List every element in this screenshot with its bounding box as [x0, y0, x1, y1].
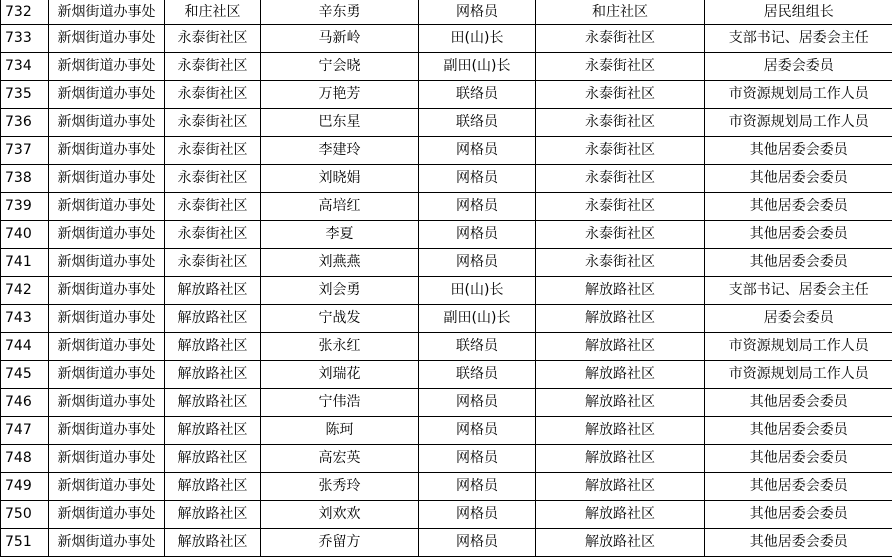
role-cell[interactable]: 联络员	[419, 109, 536, 137]
role-cell[interactable]: 网格员	[419, 0, 536, 25]
grid-area-cell[interactable]: 解放路社区	[536, 473, 705, 501]
role-cell[interactable]: 网格员	[419, 165, 536, 193]
role-cell[interactable]: 网格员	[419, 417, 536, 445]
table-row	[1, 333, 892, 361]
subdistrict-office-cell[interactable]: 新烟街道办事处	[49, 193, 165, 221]
community-cell[interactable]: 解放路社区	[165, 445, 261, 473]
table-row	[1, 193, 892, 221]
position-cell[interactable]: 支部书记、居委会主任	[705, 277, 892, 305]
role-cell[interactable]: 副田(山)长	[419, 53, 536, 81]
person-name-cell[interactable]: 高培红	[261, 193, 419, 221]
row-number-cell[interactable]: 749	[1, 473, 49, 501]
community-cell[interactable]: 永泰街社区	[165, 53, 261, 81]
community-cell[interactable]: 永泰街社区	[165, 25, 261, 53]
grid-area-cell[interactable]: 永泰街社区	[536, 25, 705, 53]
grid-area-cell[interactable]: 解放路社区	[536, 417, 705, 445]
grid-area-cell[interactable]: 解放路社区	[536, 501, 705, 529]
community-cell[interactable]: 和庄社区	[165, 0, 261, 25]
row-number-cell[interactable]: 741	[1, 249, 49, 277]
row-number-cell[interactable]: 742	[1, 277, 49, 305]
community-cell[interactable]: 解放路社区	[165, 305, 261, 333]
person-name-cell[interactable]: 刘晓娟	[261, 165, 419, 193]
role-cell[interactable]: 网格员	[419, 221, 536, 249]
role-cell[interactable]: 田(山)长	[419, 277, 536, 305]
position-cell[interactable]: 其他居委会委员	[705, 445, 892, 473]
role-cell[interactable]: 副田(山)长	[419, 305, 536, 333]
row-number-cell[interactable]: 746	[1, 389, 49, 417]
table-row	[1, 361, 892, 389]
table-row	[1, 221, 892, 249]
position-cell[interactable]: 居民组组长	[705, 0, 892, 25]
grid-area-cell[interactable]: 解放路社区	[536, 361, 705, 389]
person-name-cell[interactable]: 马新岭	[261, 25, 419, 53]
person-name-cell[interactable]: 宁会晓	[261, 53, 419, 81]
grid-area-cell[interactable]: 永泰街社区	[536, 165, 705, 193]
table-row	[1, 389, 892, 417]
row-number-cell[interactable]: 733	[1, 25, 49, 53]
grid-area-cell[interactable]: 解放路社区	[536, 305, 705, 333]
subdistrict-office-cell[interactable]: 新烟街道办事处	[49, 333, 165, 361]
subdistrict-office-cell[interactable]: 新烟街道办事处	[49, 277, 165, 305]
subdistrict-office-cell[interactable]: 新烟街道办事处	[49, 445, 165, 473]
community-cell[interactable]: 永泰街社区	[165, 165, 261, 193]
subdistrict-office-cell[interactable]: 新烟街道办事处	[49, 221, 165, 249]
person-name-cell[interactable]: 刘瑞花	[261, 361, 419, 389]
row-number-cell[interactable]: 735	[1, 81, 49, 109]
person-name-cell[interactable]: 刘欢欢	[261, 501, 419, 529]
subdistrict-office-cell[interactable]: 新烟街道办事处	[49, 529, 165, 557]
row-number-cell[interactable]: 736	[1, 109, 49, 137]
position-cell[interactable]: 支部书记、居委会主任	[705, 25, 892, 53]
community-cell[interactable]: 永泰街社区	[165, 137, 261, 165]
subdistrict-office-cell[interactable]: 新烟街道办事处	[49, 361, 165, 389]
role-cell[interactable]: 网格员	[419, 529, 536, 557]
person-name-cell[interactable]: 陈珂	[261, 417, 419, 445]
grid-area-cell[interactable]: 永泰街社区	[536, 81, 705, 109]
table-row	[1, 25, 892, 53]
subdistrict-office-cell[interactable]: 新烟街道办事处	[49, 25, 165, 53]
position-cell[interactable]: 市资源规划局工作人员	[705, 361, 892, 389]
person-name-cell[interactable]: 李建玲	[261, 137, 419, 165]
person-name-cell[interactable]: 刘会勇	[261, 277, 419, 305]
person-name-cell[interactable]: 巴东星	[261, 109, 419, 137]
grid-area-cell[interactable]: 永泰街社区	[536, 109, 705, 137]
position-cell[interactable]: 其他居委会委员	[705, 473, 892, 501]
community-cell[interactable]: 解放路社区	[165, 389, 261, 417]
grid-area-cell[interactable]: 永泰街社区	[536, 53, 705, 81]
position-cell[interactable]: 其他居委会委员	[705, 529, 892, 557]
community-cell[interactable]: 解放路社区	[165, 501, 261, 529]
community-cell[interactable]: 解放路社区	[165, 333, 261, 361]
subdistrict-office-cell[interactable]: 新烟街道办事处	[49, 305, 165, 333]
row-number-cell[interactable]: 748	[1, 445, 49, 473]
role-cell[interactable]: 网格员	[419, 249, 536, 277]
subdistrict-office-cell[interactable]: 新烟街道办事处	[49, 137, 165, 165]
community-cell[interactable]: 解放路社区	[165, 361, 261, 389]
person-name-cell[interactable]: 宁伟浩	[261, 389, 419, 417]
grid-area-cell[interactable]: 解放路社区	[536, 445, 705, 473]
row-number-cell[interactable]: 750	[1, 501, 49, 529]
grid-area-cell[interactable]: 永泰街社区	[536, 249, 705, 277]
position-cell[interactable]: 市资源规划局工作人员	[705, 333, 892, 361]
grid-area-cell[interactable]: 解放路社区	[536, 333, 705, 361]
role-cell[interactable]: 网格员	[419, 193, 536, 221]
row-number-cell[interactable]: 743	[1, 305, 49, 333]
position-cell[interactable]: 其他居委会委员	[705, 389, 892, 417]
row-number-cell[interactable]: 738	[1, 165, 49, 193]
grid-area-cell[interactable]: 永泰街社区	[536, 193, 705, 221]
grid-area-cell[interactable]: 解放路社区	[536, 277, 705, 305]
person-name-cell[interactable]: 宁战发	[261, 305, 419, 333]
position-cell[interactable]: 其他居委会委员	[705, 193, 892, 221]
subdistrict-office-cell[interactable]: 新烟街道办事处	[49, 0, 165, 25]
table-row	[1, 165, 892, 193]
role-cell[interactable]: 联络员	[419, 361, 536, 389]
community-cell[interactable]: 永泰街社区	[165, 221, 261, 249]
community-cell[interactable]: 永泰街社区	[165, 109, 261, 137]
grid-area-cell[interactable]: 永泰街社区	[536, 137, 705, 165]
community-cell[interactable]: 解放路社区	[165, 529, 261, 557]
table-row	[1, 473, 892, 501]
grid-area-cell[interactable]: 和庄社区	[536, 0, 705, 25]
position-cell[interactable]: 其他居委会委员	[705, 501, 892, 529]
table-row	[1, 137, 892, 165]
row-number-cell[interactable]: 737	[1, 137, 49, 165]
role-cell[interactable]: 网格员	[419, 389, 536, 417]
position-cell[interactable]: 其他居委会委员	[705, 417, 892, 445]
position-cell[interactable]: 其他居委会委员	[705, 249, 892, 277]
table-row	[1, 277, 892, 305]
row-number-cell[interactable]: 744	[1, 333, 49, 361]
table-row	[1, 0, 892, 25]
subdistrict-office-cell[interactable]: 新烟街道办事处	[49, 501, 165, 529]
row-number-cell[interactable]: 745	[1, 361, 49, 389]
grid-area-cell[interactable]: 永泰街社区	[536, 221, 705, 249]
table-row	[1, 249, 892, 277]
subdistrict-office-cell[interactable]: 新烟街道办事处	[49, 165, 165, 193]
person-name-cell[interactable]: 李夏	[261, 221, 419, 249]
role-cell[interactable]: 联络员	[419, 333, 536, 361]
subdistrict-office-cell[interactable]: 新烟街道办事处	[49, 249, 165, 277]
role-cell[interactable]: 网格员	[419, 445, 536, 473]
table-body	[1, 0, 892, 557]
community-cell[interactable]: 解放路社区	[165, 473, 261, 501]
table-row	[1, 445, 892, 473]
position-cell[interactable]: 其他居委会委员	[705, 137, 892, 165]
row-number-cell[interactable]: 747	[1, 417, 49, 445]
table-row	[1, 305, 892, 333]
community-cell[interactable]: 永泰街社区	[165, 81, 261, 109]
person-name-cell[interactable]: 万艳芳	[261, 81, 419, 109]
table-row	[1, 109, 892, 137]
person-name-cell[interactable]: 高宏英	[261, 445, 419, 473]
subdistrict-office-cell[interactable]: 新烟街道办事处	[49, 53, 165, 81]
role-cell[interactable]: 田(山)长	[419, 25, 536, 53]
table-row	[1, 529, 892, 557]
subdistrict-office-cell[interactable]: 新烟街道办事处	[49, 473, 165, 501]
community-cell[interactable]: 解放路社区	[165, 417, 261, 445]
position-cell[interactable]: 居委会委员	[705, 53, 892, 81]
table-row	[1, 417, 892, 445]
row-number-cell[interactable]: 734	[1, 53, 49, 81]
person-name-cell[interactable]: 乔留方	[261, 529, 419, 557]
person-name-cell[interactable]: 张秀玲	[261, 473, 419, 501]
row-number-cell[interactable]: 739	[1, 193, 49, 221]
role-cell[interactable]: 网格员	[419, 473, 536, 501]
position-cell[interactable]: 市资源规划局工作人员	[705, 81, 892, 109]
table-row	[1, 81, 892, 109]
subdistrict-office-cell[interactable]: 新烟街道办事处	[49, 389, 165, 417]
position-cell[interactable]: 其他居委会委员	[705, 165, 892, 193]
row-number-cell[interactable]: 732	[1, 0, 49, 25]
row-number-cell[interactable]: 740	[1, 221, 49, 249]
role-cell[interactable]: 联络员	[419, 81, 536, 109]
table-row	[1, 501, 892, 529]
position-cell[interactable]: 其他居委会委员	[705, 221, 892, 249]
community-cell[interactable]: 永泰街社区	[165, 193, 261, 221]
grid-area-cell[interactable]: 解放路社区	[536, 529, 705, 557]
subdistrict-office-cell[interactable]: 新烟街道办事处	[49, 417, 165, 445]
subdistrict-office-cell[interactable]: 新烟街道办事处	[49, 81, 165, 109]
community-cell[interactable]: 解放路社区	[165, 277, 261, 305]
role-cell[interactable]: 网格员	[419, 501, 536, 529]
person-name-cell[interactable]: 刘燕燕	[261, 249, 419, 277]
role-cell[interactable]: 网格员	[419, 137, 536, 165]
community-cell[interactable]: 永泰街社区	[165, 249, 261, 277]
person-name-cell[interactable]: 张永红	[261, 333, 419, 361]
position-cell[interactable]: 市资源规划局工作人员	[705, 109, 892, 137]
person-name-cell[interactable]: 辛东勇	[261, 0, 419, 25]
position-cell[interactable]: 居委会委员	[705, 305, 892, 333]
grid-area-cell[interactable]: 解放路社区	[536, 389, 705, 417]
table-row	[1, 53, 892, 81]
row-number-cell[interactable]: 751	[1, 529, 49, 557]
subdistrict-office-cell[interactable]: 新烟街道办事处	[49, 109, 165, 137]
